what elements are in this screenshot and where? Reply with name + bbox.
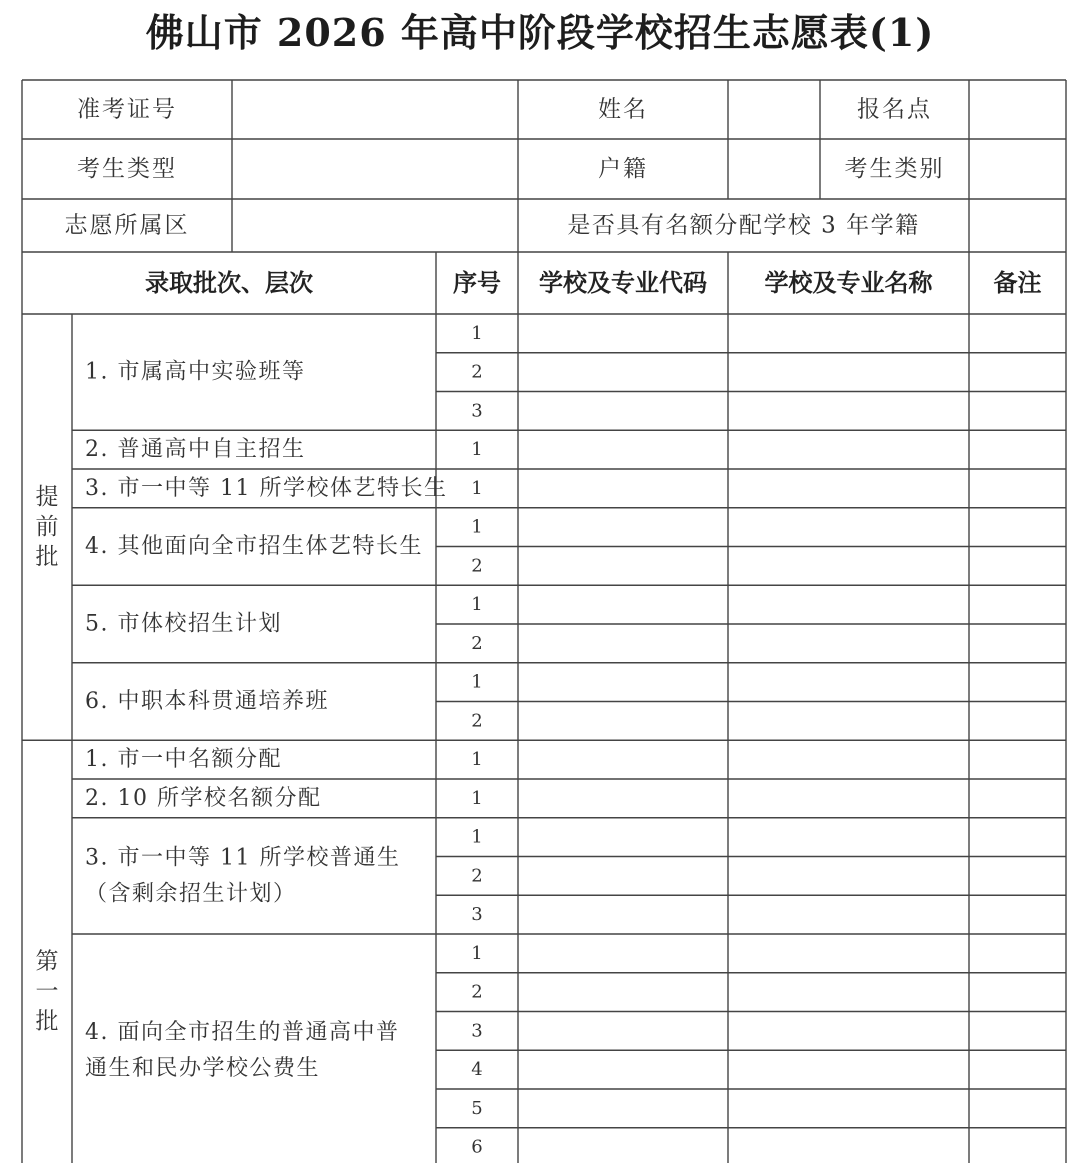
seq-number: 2 <box>471 865 483 887</box>
school-code-header: 学校及专业代码 <box>539 269 707 297</box>
level-label: 2. 10 所学校名额分配 <box>85 785 322 811</box>
seq-number: 6 <box>471 1136 483 1158</box>
student-category-label: 考生类别 <box>844 156 945 182</box>
seq-header: 序号 <box>453 269 501 297</box>
name-label: 姓名 <box>598 96 648 123</box>
seq-number: 1 <box>471 749 483 771</box>
level-label: 2. 普通高中自主招生 <box>85 437 306 463</box>
seq-number: 1 <box>471 516 483 538</box>
seq-number: 1 <box>471 477 483 499</box>
level-label: （含剩余招生计划） <box>85 881 297 907</box>
seq-number: 3 <box>471 400 483 422</box>
seq-number: 2 <box>471 710 483 732</box>
batch-name-char: 前 <box>35 514 59 541</box>
level-label: 3. 市一中等 11 所学校体艺特长生 <box>85 475 448 501</box>
seq-number: 2 <box>471 361 483 383</box>
seq-number: 1 <box>471 942 483 964</box>
remarks-header: 备注 <box>993 269 1042 297</box>
level-label: 4. 其他面向全市招生体艺特长生 <box>85 534 423 559</box>
household-registration-label: 户籍 <box>598 156 648 182</box>
batch-name-char: 一 <box>35 978 59 1005</box>
seq-number: 1 <box>471 439 483 461</box>
district-label: 志愿所属区 <box>64 212 190 239</box>
quota-school-status-label: 是否具有名额分配学校 3 年学籍 <box>567 212 920 239</box>
page-title: 佛山市 2026 年高中阶段学校招生志愿表(1) <box>145 10 935 55</box>
batch-name-char: 第 <box>35 948 59 975</box>
seq-number: 1 <box>471 322 483 344</box>
batch-name-char: 批 <box>35 1008 59 1035</box>
seq-number: 3 <box>471 1020 483 1042</box>
seq-number: 5 <box>471 1097 483 1119</box>
level-label: 3. 市一中等 11 所学校普通生 <box>85 845 401 871</box>
exam-number-label: 准考证号 <box>77 96 177 123</box>
seq-number: 2 <box>471 981 483 1003</box>
level-label: 6. 中职本科贯通培养班 <box>85 689 329 714</box>
level-label: 1. 市属高中实验班等 <box>85 359 306 385</box>
level-label: 4. 面向全市招生的普通高中普 <box>85 1019 400 1045</box>
batch-name <box>36 949 59 1035</box>
seq-number: 4 <box>471 1059 483 1081</box>
student-type-label: 考生类型 <box>77 156 177 182</box>
school-name-header: 学校及专业名称 <box>764 269 933 297</box>
seq-number: 1 <box>471 671 483 693</box>
level-label: 通生和民办学校公费生 <box>85 1055 321 1081</box>
batch-name-char: 提 <box>35 484 59 511</box>
seq-number: 2 <box>471 555 483 577</box>
seq-number: 3 <box>471 904 483 926</box>
seq-number: 1 <box>471 787 483 809</box>
batch-name-char: 批 <box>35 544 59 571</box>
seq-number: 1 <box>471 826 483 848</box>
level-label: 5. 市体校招生计划 <box>85 611 282 637</box>
batch-name <box>36 484 59 570</box>
registration-point-label: 报名点 <box>857 96 932 123</box>
level-label: 1. 市一中名额分配 <box>85 747 282 773</box>
seq-number: 2 <box>471 632 483 654</box>
batch-level-header: 录取批次、层次 <box>145 269 313 297</box>
seq-number: 1 <box>471 594 483 616</box>
